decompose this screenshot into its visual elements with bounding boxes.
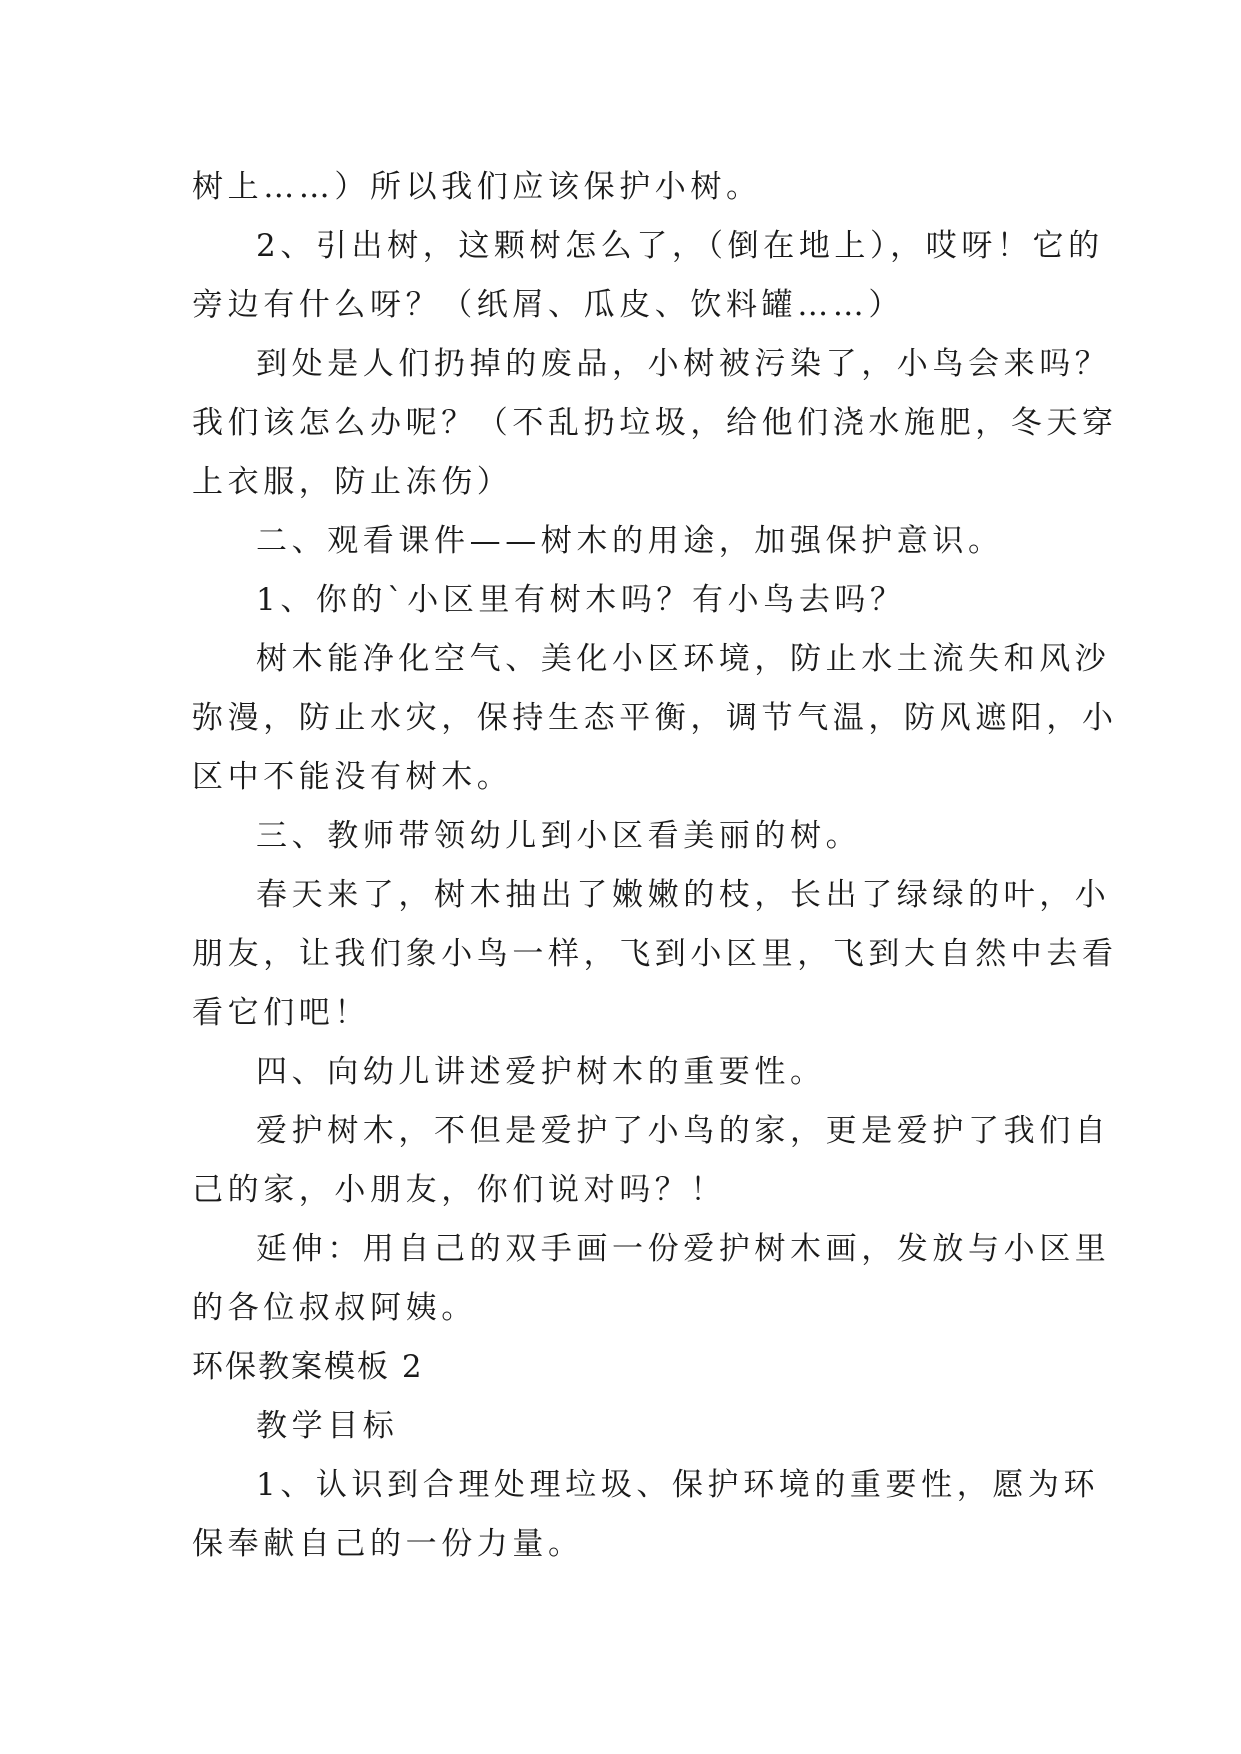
paragraph-line: 1、认识到合理处理垃圾、保护环境的重要性，愿为环 xyxy=(256,1467,1100,1503)
paragraph-line: 2、引出树，这颗树怎么了，（倒在地上），哎呀！它的 xyxy=(256,228,1104,264)
document-body xyxy=(192,158,1118,1574)
paragraph-line: 延伸：用自己的双手画一份爱护树木画，发放与小区里 xyxy=(256,1231,1111,1267)
paragraph-line: 到处是人们扔掉的废品，小树被污染了，小鸟会来吗？ xyxy=(256,346,1111,382)
section-heading: 二、观看课件——树木的用途，加强保护意识。 xyxy=(256,523,1004,559)
section-heading: 三、教师带领幼儿到小区看美丽的树。 xyxy=(256,818,862,854)
paragraph-line: 我们该怎么办呢？（不乱扔垃圾，给他们浇水施肥，冬天穿 xyxy=(192,405,1118,441)
paragraph-line: 1、你的`小区里有树木吗？有小鸟去吗？ xyxy=(256,582,906,618)
paragraph-line: 树木能净化空气、美化小区环境，防止水土流失和风沙 xyxy=(256,641,1111,677)
section-heading: 四、向幼儿讲述爱护树木的重要性。 xyxy=(256,1054,826,1090)
paragraph-line: 上衣服，防止冻伤） xyxy=(192,464,513,500)
paragraph-line: 爱护树木，不但是爱护了小鸟的家，更是爱护了我们自 xyxy=(256,1113,1111,1149)
paragraph-line: 旁边有什么呀？（纸屑、瓜皮、饮料罐……） xyxy=(192,287,904,323)
document-title: 环保教案模板 2 xyxy=(192,1349,424,1385)
paragraph-line: 区中不能没有树木。 xyxy=(192,759,513,795)
paragraph-line: 己的家，小朋友，你们说对吗？！ xyxy=(192,1172,726,1208)
paragraph-line: 保奉献自己的一份力量。 xyxy=(192,1526,584,1562)
paragraph-line: 看它们吧！ xyxy=(192,995,370,1031)
section-heading: 教学目标 xyxy=(256,1408,399,1444)
paragraph-line: 树上……）所以我们应该保护小树。 xyxy=(192,169,762,205)
paragraph-line: 的各位叔叔阿姨。 xyxy=(192,1290,477,1326)
paragraph-line: 朋友，让我们象小鸟一样，飞到小区里，飞到大自然中去看 xyxy=(192,936,1118,972)
paragraph-line: 春天来了，树木抽出了嫩嫩的枝，长出了绿绿的叶，小 xyxy=(256,877,1111,913)
paragraph-line: 弥漫，防止水灾，保持生态平衡，调节气温，防风遮阳，小 xyxy=(192,700,1118,736)
